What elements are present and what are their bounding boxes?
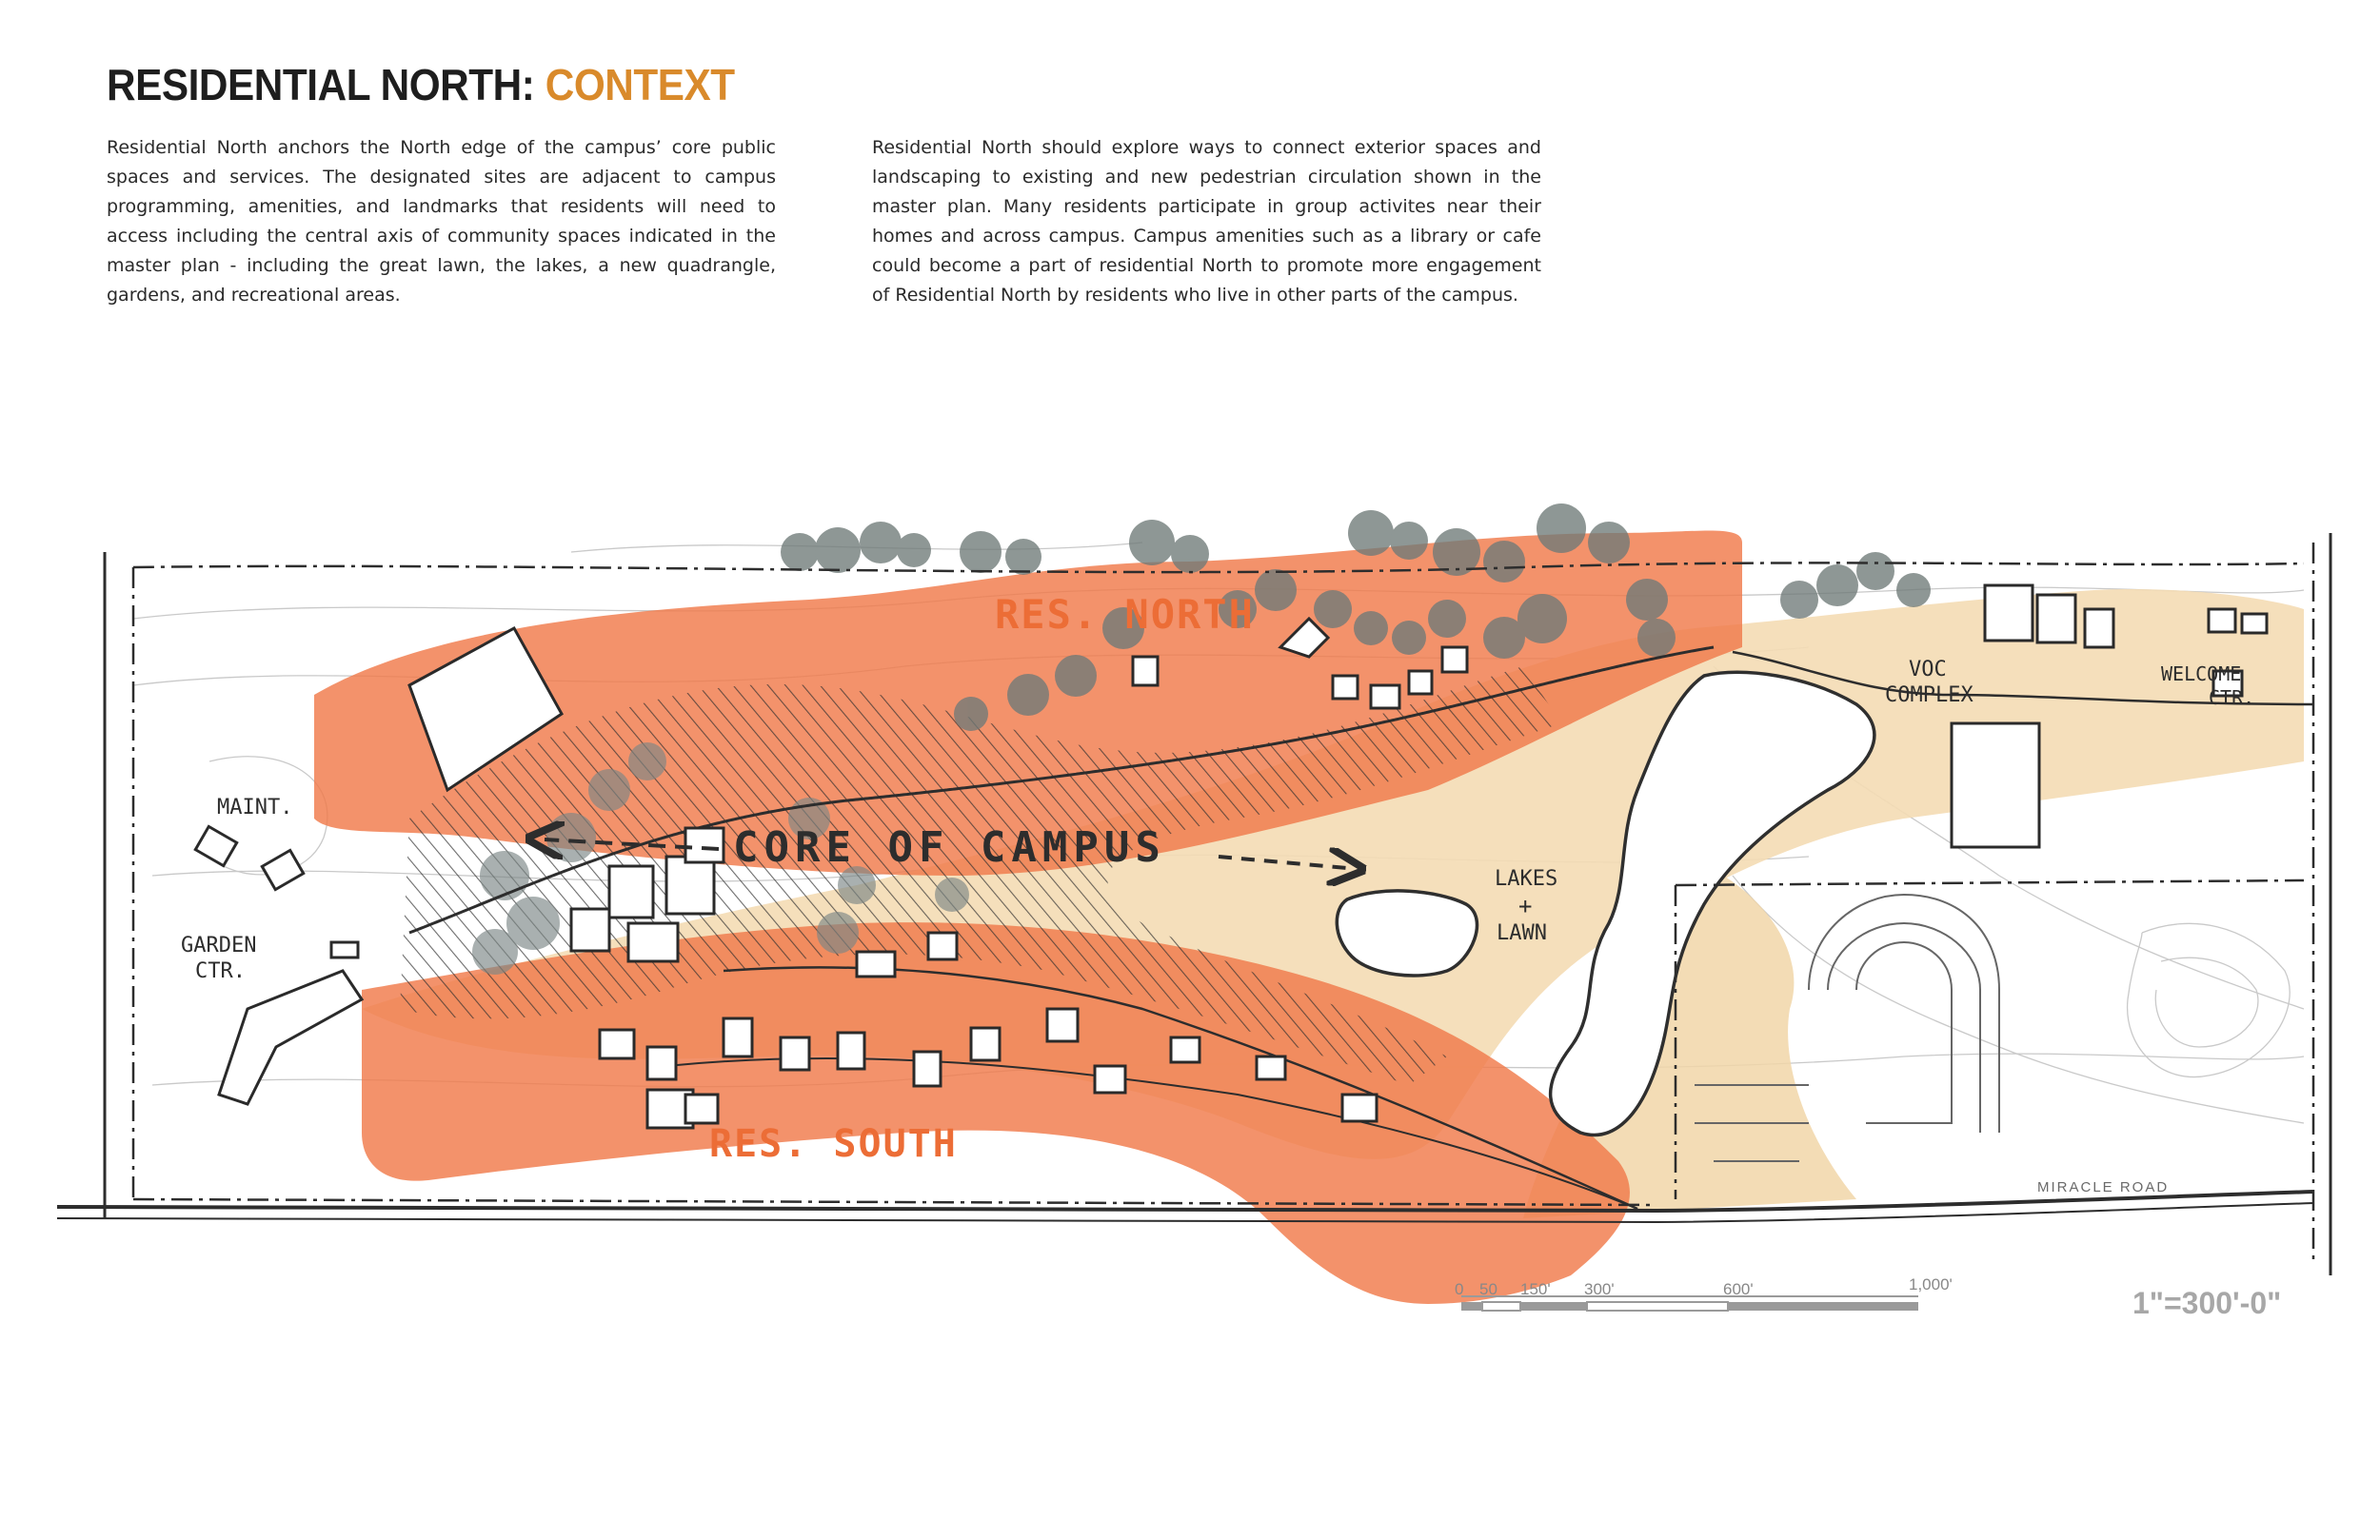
scale-ratio: 1"=300'-0" xyxy=(2132,1286,2282,1320)
label-welcome: WELCOME xyxy=(2161,662,2242,685)
scale-tick-50: 50 xyxy=(1479,1280,1497,1298)
title-accent: CONTEXT xyxy=(545,60,735,109)
scale-tick-600: 600' xyxy=(1723,1280,1754,1298)
label-garden: GARDEN xyxy=(181,934,257,958)
scale-bar xyxy=(1455,1275,2281,1320)
scale-tick-150: 150' xyxy=(1520,1280,1551,1298)
scale-tick-300: 300' xyxy=(1584,1280,1615,1298)
site-plan-map xyxy=(0,476,2380,1352)
label-lakes: LAKES xyxy=(1495,867,1558,891)
label-res-north: RES. NORTH xyxy=(995,591,1255,638)
label-garden-ctr: CTR. xyxy=(195,959,246,983)
label-voc: VOC xyxy=(1909,658,1947,681)
page-title xyxy=(107,59,735,110)
scale-tick-1000: 1,000' xyxy=(1909,1275,1953,1293)
intro-paragraph-2: Residential North should explore ways to connect exterior spaces and landscaping to existing and new pedestrian circulation shown in the master plan. Many residents participate in group activites near their homes and across campus. Campus amenities such as a library or cafe could become a part of residential North to promote more engagement of Residential North by residents who live in other parts of the campus. xyxy=(872,137,1541,306)
label-plus: + xyxy=(1518,893,1533,919)
label-welcome-ctr: CTR. xyxy=(2209,686,2255,709)
scale-tick-0: 0 xyxy=(1455,1280,1464,1298)
label-maint: MAINT. xyxy=(217,796,293,819)
label-voc-complex: COMPLEX xyxy=(1885,683,1973,707)
label-core-of-campus: CORE OF CAMPUS xyxy=(733,823,1166,872)
label-res-south: RES. SOUTH xyxy=(709,1122,958,1166)
intro-paragraph-1: Residential North anchors the North edge of the campus’ core public spaces and services. The designated sites are adjacent to campus programming, amenities, and landmarks that residents will need to access including the central axis of community spaces indicated in the master plan - including the great lawn, the lakes, a new quadrangle, gardens, and recreational areas. xyxy=(107,137,776,306)
label-lawn: LAWN xyxy=(1497,921,1547,945)
title-main: RESIDENTIAL NORTH: xyxy=(107,60,535,109)
label-miracle-road: MIRACLE ROAD xyxy=(2037,1179,2170,1195)
